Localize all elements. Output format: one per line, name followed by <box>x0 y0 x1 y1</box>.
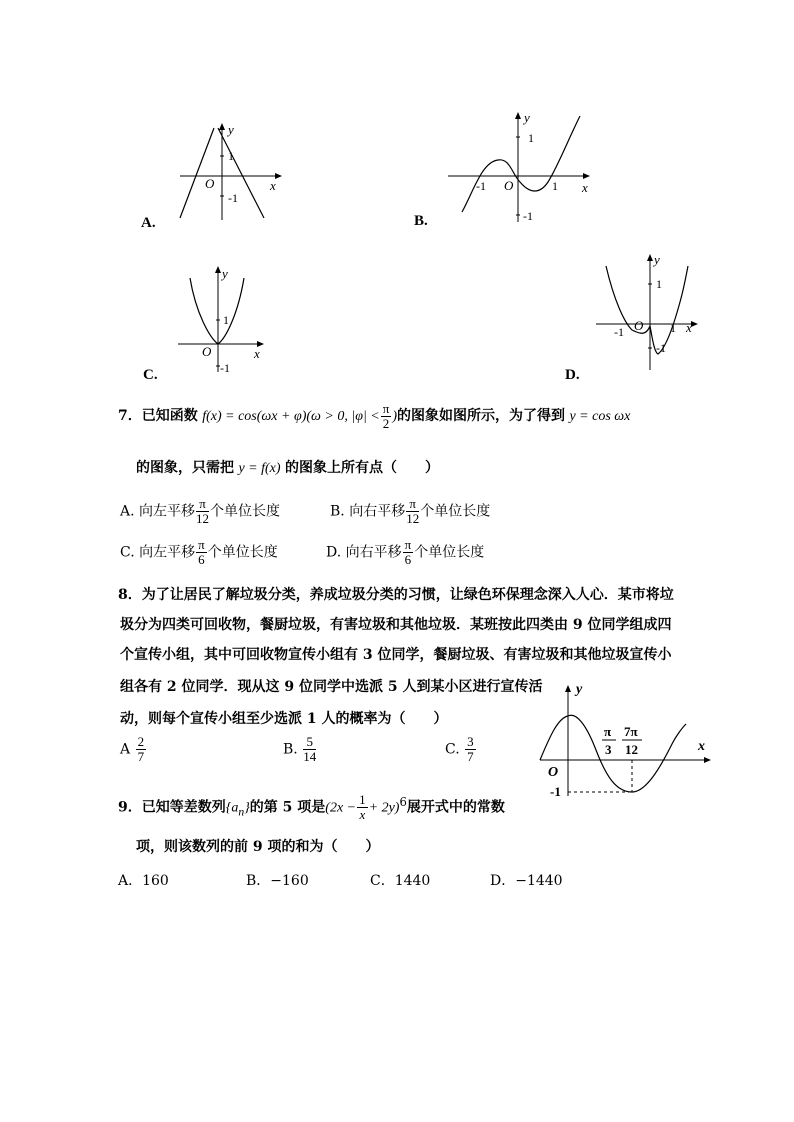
q7-line2a: 的图象，只需把 <box>136 460 234 476</box>
graph-d-tick-x-1: -1 <box>614 325 624 339</box>
q7-func: f(x) = cos(ωx + φ) <box>202 409 307 424</box>
q9-option-a[interactable]: A．160 <box>118 873 169 889</box>
cos-graph-t2-den: 12 <box>625 742 638 757</box>
q7-option-c[interactable]: C. 向左平移 $\frac{\pi}{6}$ 个单位长度 <box>120 537 278 567</box>
q8-line3: 个宣传小组，其中可回收物宣传小组有 3 位同学，餐厨垃圾、有害垃圾和其他垃圾宣传小 <box>120 647 672 663</box>
q9-option-b[interactable]: B．−160 <box>246 873 309 889</box>
q9-mid: 的第 5 项是 <box>249 799 326 816</box>
q7-number: 7． <box>118 408 142 424</box>
graph-a-origin: O <box>205 176 215 191</box>
graph-d-label: D. <box>565 367 580 383</box>
q8-option-a[interactable]: A $\frac{2}{7}$ <box>120 734 145 764</box>
cos-graph-origin: O <box>548 765 559 780</box>
q7-option-d[interactable]: D. 向右平移 $\frac{\pi}{6}$ 个单位长度 <box>326 537 485 567</box>
q7-cond-left: (ω > 0, |φ| < <box>306 409 380 424</box>
graph-a-label: A. <box>141 215 156 231</box>
graph-c <box>172 262 272 374</box>
q8-line5: 动，则每个宣传小组至少选派 1 人的概率为（ ） <box>120 711 448 727</box>
q9-option-d[interactable]: D．−1440 <box>490 873 563 889</box>
q9-number: 9． <box>118 799 142 816</box>
graph-d-x: x <box>686 320 692 335</box>
q8-line1: 8．为了让居民了解垃圾分类，养成垃圾分类的习惯，让绿色环保理念深入人心．某市将垃 <box>118 587 674 603</box>
q9-post: 展开式中的常数 <box>406 799 505 816</box>
graph-d-tick-y1: 1 <box>656 277 662 291</box>
graph-a-tick2: -1 <box>228 191 238 205</box>
graph-b-origin: O <box>504 178 514 193</box>
graph-c-label: C. <box>143 367 158 383</box>
q8-line2: 圾分为四类可回收物，餐厨垃圾，有害垃圾和其他垃圾．某班按此四类由 9 位同学组成四 <box>120 617 672 633</box>
q8-option-c[interactable]: C. $\frac{3}{7}$ <box>445 734 474 764</box>
graph-b-tick-y-1: -1 <box>523 209 533 223</box>
q7-line2f: y = f(x) <box>238 461 281 476</box>
graph-a-x: x <box>270 178 276 193</box>
q7-line2b: 的图象上所有点（ ） <box>285 460 439 476</box>
q8-option-b[interactable]: B. $\frac{5}{14}$ <box>283 734 317 764</box>
q7-cond-frac: $\frac{\pi}{2}$ <box>382 400 390 431</box>
q8-line4: 组各有 2 位同学．现从这 9 位同学中选派 5 人到某小区进行宣传活 <box>120 679 543 695</box>
graph-b-tick-x1: 1 <box>552 179 558 193</box>
q9-line1: 9．已知等差数列$\{a_n\}$的第 5 项是(2x − $\frac{1}{x}$ + 2y)$^6$展开式中的常数 <box>118 792 505 823</box>
graph-a <box>170 120 290 230</box>
graph-c-x: x <box>254 346 260 361</box>
q7-tail: 的图象如图所示，为了得到 <box>397 408 565 424</box>
graph-d-tick-y-1: -1 <box>656 341 666 355</box>
q7-line1 <box>118 398 630 434</box>
cos-graph-x: x <box>698 739 705 754</box>
graph-a-y: y <box>228 122 234 137</box>
cos-graph-t2-num: 7π <box>624 724 638 739</box>
q7-target: y = cos ωx <box>569 409 631 424</box>
q7-line2 <box>136 457 439 477</box>
graph-d-origin: O <box>634 318 644 333</box>
cos-graph-t1-den: 3 <box>605 742 612 757</box>
q7-option-a[interactable]: A. 向左平移 $\frac{\pi}{12}$ 个单位长度 <box>120 496 281 526</box>
cos-graph <box>536 680 716 800</box>
graph-d-tick-x1: 1 <box>670 321 676 335</box>
graph-a-tick1: 1 <box>228 149 234 163</box>
graph-b-x: x <box>582 180 588 195</box>
q9-expr-right: + 2y) <box>368 800 400 816</box>
graph-c-tick1: 1 <box>223 313 229 327</box>
q9-line2: 项，则该数列的前 9 项的和为（ ） <box>136 839 380 855</box>
graph-d-y: y <box>654 252 660 267</box>
graph-b-y: y <box>524 110 530 125</box>
cos-graph-t1-num: π <box>604 724 612 739</box>
graph-b <box>440 110 600 225</box>
q9-option-c[interactable]: C．1440 <box>370 873 431 889</box>
cos-graph-y: y <box>576 682 583 697</box>
graph-b-label: B. <box>414 213 428 229</box>
q7-intro: 已知函数 <box>141 408 198 424</box>
graph-d <box>592 252 702 372</box>
cos-graph-minus-one: -1 <box>550 784 561 799</box>
q9-expr-left: (2x − <box>325 800 357 816</box>
graph-c-y: y <box>222 266 228 281</box>
q8-number: 8． <box>118 587 142 603</box>
graph-c-origin: O <box>202 344 212 359</box>
q7-cond-right: ) <box>392 409 397 424</box>
graph-b-tick-x-1: -1 <box>476 179 486 193</box>
q7-option-b[interactable]: B. 向右平移 $\frac{\pi}{12}$ 个单位长度 <box>330 496 491 526</box>
graph-b-tick-y1: 1 <box>528 131 534 145</box>
graph-c-tick2: -1 <box>220 361 230 374</box>
q9-pre: 已知等差数列 <box>141 799 226 816</box>
